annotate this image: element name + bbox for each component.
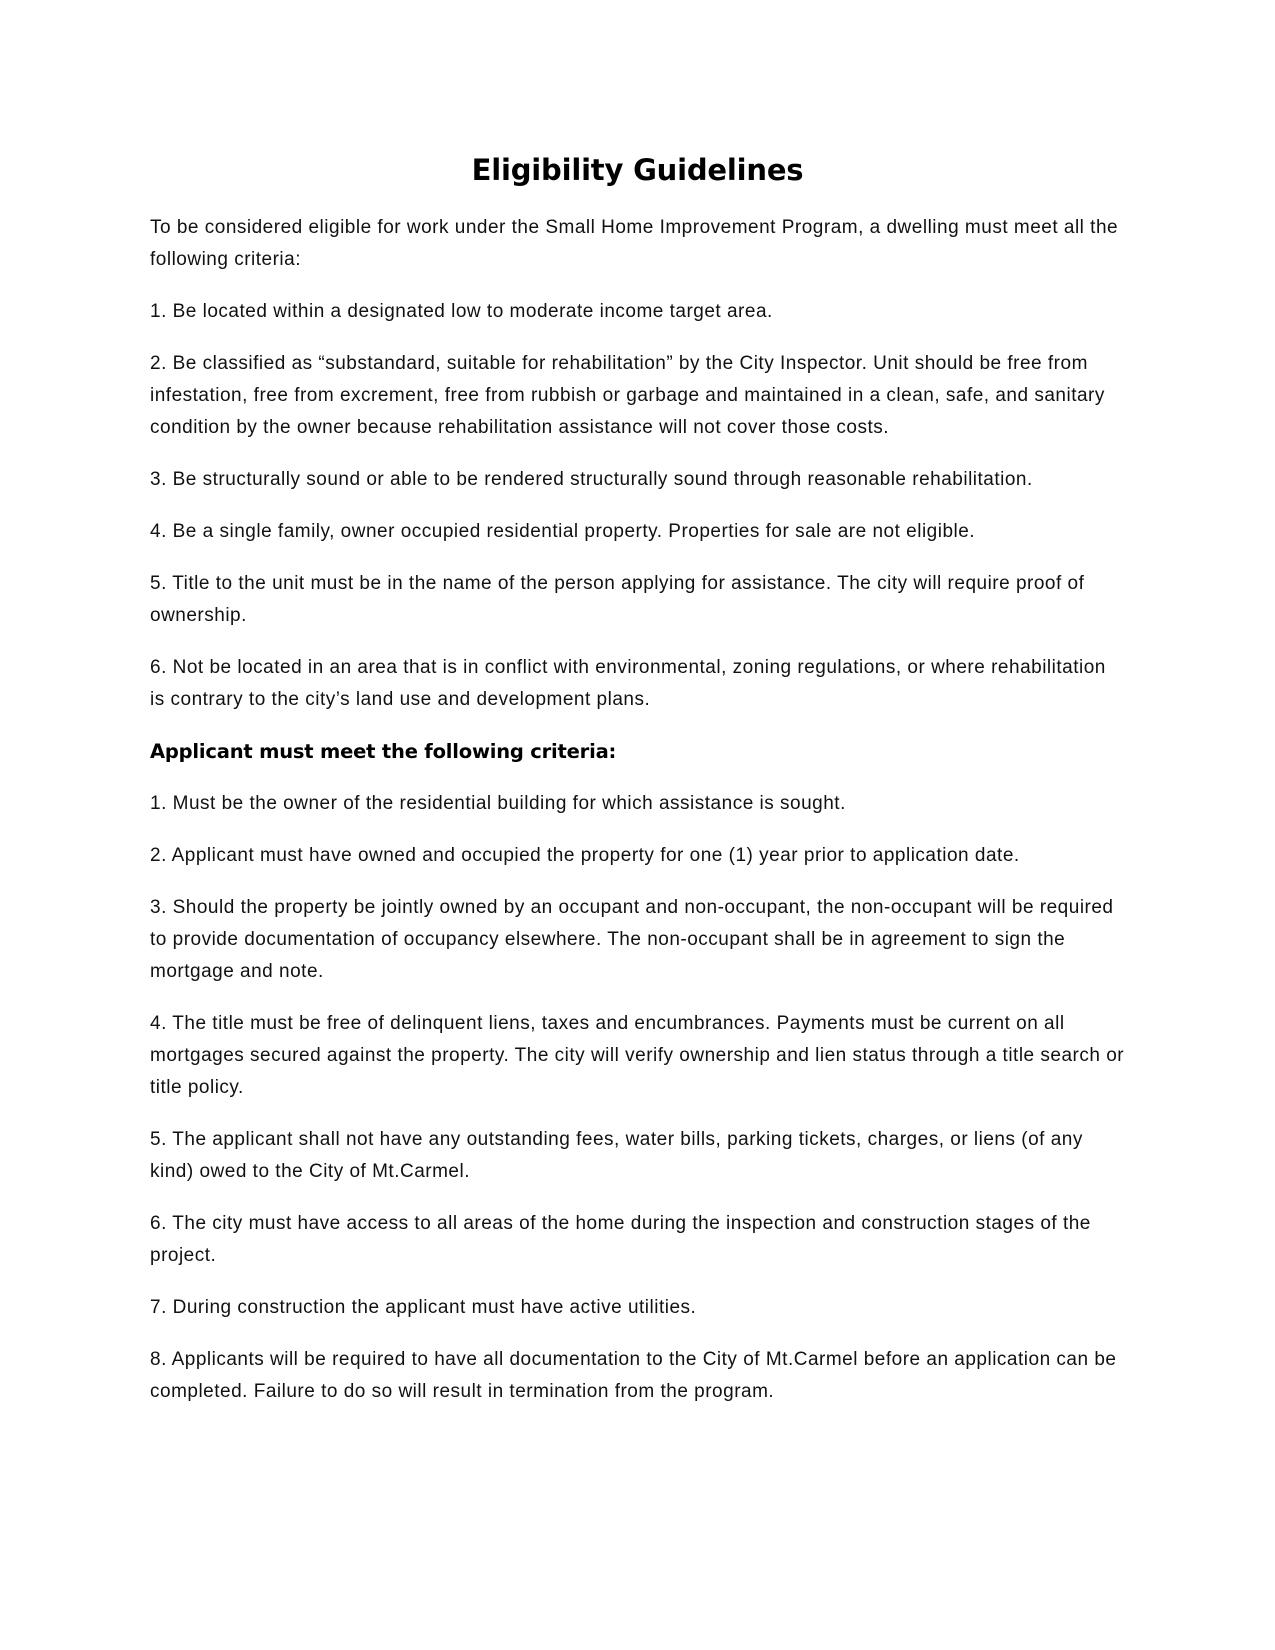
dwelling-criterion: 2. Be classified as “substandard, suitable for rehabilitation” by the City Inspector. Unit should be free from infestation, free from excrement, free from rubbish or garbage and maintained in a clean, safe, and sanitary condition by the owner because rehabilitation assistance will not cover those costs. — [150, 353, 1105, 438]
applicant-criterion: 4. The title must be free of delinquent liens, taxes and encumbrances. Payments must be current on all mortgages secured against the property. The city will verify ownership and lien status through a title search or title policy. — [150, 1013, 1125, 1098]
applicant-criterion: 2. Applicant must have owned and occupied the property for one (1) year prior to application date. — [150, 845, 1020, 866]
applicant-criterion: 3. Should the property be jointly owned by an occupant and non-occupant, the non-occupant will be required to provide documentation of occupancy elsewhere. The non-occupant shall be in agreement to sign the mortgage and note. — [150, 897, 1114, 982]
dwelling-criterion: 5. Title to the unit must be in the name of the person applying for assistance. The city will require proof of ownership. — [150, 573, 1085, 626]
dwelling-criteria-list — [150, 296, 1125, 716]
intro-paragraph: To be considered eligible for work under the Small Home Improvement Program, a dwelling must meet all the following criteria: — [150, 217, 1119, 270]
applicant-criterion: 8. Applicants will be required to have all documentation to the City of Mt.Carmel before an application can be completed. Failure to do so will result in termination from the program. — [150, 1349, 1117, 1402]
dwelling-criterion: 4. Be a single family, owner occupied residential property. Properties for sale are not eligible. — [150, 521, 976, 542]
applicant-criterion: 7. During construction the applicant must have active utilities. — [150, 1297, 697, 1318]
applicant-criteria-list — [150, 788, 1125, 1408]
applicant-criterion: 1. Must be the owner of the residential building for which assistance is sought. — [150, 793, 846, 814]
applicant-criterion: 5. The applicant shall not have any outstanding fees, water bills, parking tickets, charges, or liens (of any kind) owed to the City of Mt.Carmel. — [150, 1129, 1083, 1182]
applicant-criterion: 6. The city must have access to all areas of the home during the inspection and construction stages of the project. — [150, 1213, 1091, 1266]
dwelling-criterion: 1. Be located within a designated low to moderate income target area. — [150, 301, 773, 322]
document-page — [150, 150, 1125, 1428]
dwelling-criterion: 3. Be structurally sound or able to be rendered structurally sound through reasonable rehabilitation. — [150, 469, 1033, 490]
applicant-criteria-heading: Applicant must meet the following criteria: — [150, 740, 617, 763]
dwelling-criterion: 6. Not be located in an area that is in conflict with environmental, zoning regulations, or where rehabilitation is contrary to the city’s land use and development plans. — [150, 657, 1106, 710]
page-title: Eligibility Guidelines — [471, 153, 804, 187]
